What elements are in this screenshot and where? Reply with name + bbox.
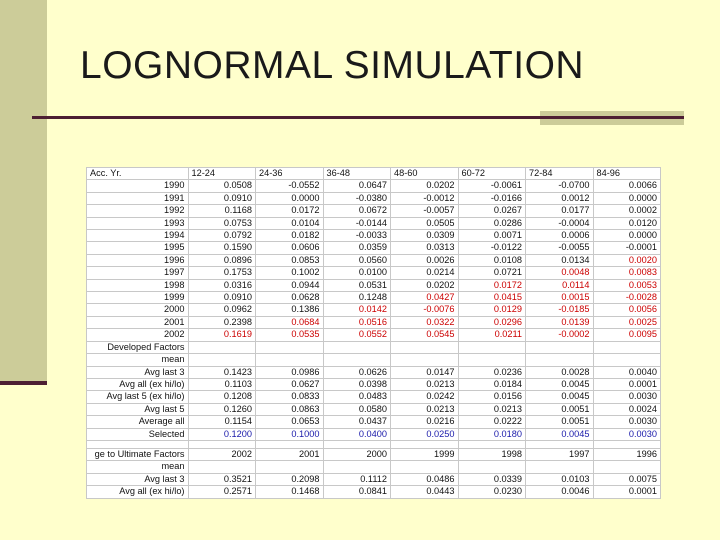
- value-cell: -0.0061: [458, 180, 526, 192]
- value-cell: 0.0066: [593, 180, 661, 192]
- ultimate-year: 1998: [458, 448, 526, 460]
- value-cell: 0.0545: [391, 329, 459, 341]
- header-period: 72-84: [526, 168, 594, 180]
- value-cell: 0.0552: [323, 329, 391, 341]
- value-cell: 0.0202: [391, 279, 459, 291]
- stat-value: 0.0045: [526, 378, 594, 390]
- empty-cell: [458, 341, 526, 353]
- value-cell: -0.0004: [526, 217, 594, 229]
- ultimate-year: 2001: [256, 448, 324, 460]
- stat-row: [87, 378, 661, 390]
- value-cell: 0.0015: [526, 292, 594, 304]
- stat-value: 0.0863: [256, 403, 324, 415]
- empty-cell: [323, 341, 391, 353]
- stat-label: Avg last 5: [87, 403, 188, 415]
- value-cell: 0.0211: [458, 329, 526, 341]
- stat-value: 0.1468: [256, 486, 324, 498]
- value-cell: 0.0012: [526, 192, 594, 204]
- table-row: [87, 267, 661, 279]
- value-cell: 0.0516: [323, 316, 391, 328]
- table-row: [87, 292, 661, 304]
- value-cell: 0.0182: [256, 230, 324, 242]
- ultimate-stat-row: [87, 473, 661, 485]
- mean-label: mean: [87, 461, 188, 473]
- value-cell: 0.0792: [188, 230, 256, 242]
- empty-cell: [323, 354, 391, 366]
- value-cell: 0.1386: [256, 304, 324, 316]
- stat-value: 0.0986: [256, 366, 324, 378]
- row-label: 1997: [87, 267, 188, 279]
- value-cell: -0.0028: [593, 292, 661, 304]
- value-cell: 0.0684: [256, 316, 324, 328]
- stat-value: 0.0230: [458, 486, 526, 498]
- stat-row: [87, 366, 661, 378]
- value-cell: 0.0108: [458, 254, 526, 266]
- value-cell: 0.0056: [593, 304, 661, 316]
- stat-value: 0.0483: [323, 391, 391, 403]
- stat-value: 0.0580: [323, 403, 391, 415]
- table-row: [87, 192, 661, 204]
- value-cell: 0.0606: [256, 242, 324, 254]
- empty-cell: [391, 461, 459, 473]
- loss-development-table: [87, 168, 661, 499]
- row-label: 2002: [87, 329, 188, 341]
- value-cell: 0.0853: [256, 254, 324, 266]
- stat-value: 0.3521: [188, 473, 256, 485]
- value-cell: -0.0057: [391, 205, 459, 217]
- ultimate-year: 2002: [188, 448, 256, 460]
- table-row: [87, 316, 661, 328]
- stat-value: 0.0040: [593, 366, 661, 378]
- empty-cell: [593, 341, 661, 353]
- left-accent-bar: [0, 0, 47, 383]
- stat-value: 0.1000: [256, 428, 324, 440]
- value-cell: 0.0753: [188, 217, 256, 229]
- ultimate-stat-row: [87, 486, 661, 498]
- stat-value: 0.0627: [256, 378, 324, 390]
- empty-cell: [458, 461, 526, 473]
- table-row: [87, 254, 661, 266]
- ultimate-year: 1996: [593, 448, 661, 460]
- value-cell: 0.0048: [526, 267, 594, 279]
- stat-value: 0.0051: [526, 416, 594, 428]
- stat-value: 0.0213: [391, 403, 459, 415]
- stat-value: 0.0486: [391, 473, 459, 485]
- value-cell: -0.0055: [526, 242, 594, 254]
- row-label: 2000: [87, 304, 188, 316]
- value-cell: 0.1753: [188, 267, 256, 279]
- stat-value: 0.0653: [256, 416, 324, 428]
- empty-cell: [391, 341, 459, 353]
- value-cell: 0.1168: [188, 205, 256, 217]
- value-cell: 0.0025: [593, 316, 661, 328]
- value-cell: 0.0296: [458, 316, 526, 328]
- header-period: 48-60: [391, 168, 459, 180]
- empty-cell: [188, 341, 256, 353]
- table-row: [87, 217, 661, 229]
- value-cell: -0.0144: [323, 217, 391, 229]
- table-row: [87, 329, 661, 341]
- stat-value: 0.0250: [391, 428, 459, 440]
- table-row: [87, 279, 661, 291]
- empty-cell: [526, 354, 594, 366]
- value-cell: 0.0508: [188, 180, 256, 192]
- ultimate-year: 1997: [526, 448, 594, 460]
- empty-cell: [188, 461, 256, 473]
- stat-value: 0.0028: [526, 366, 594, 378]
- value-cell: 0.0359: [323, 242, 391, 254]
- empty-cell: [256, 354, 324, 366]
- value-cell: 0.0531: [323, 279, 391, 291]
- value-cell: -0.0122: [458, 242, 526, 254]
- value-cell: 0.0322: [391, 316, 459, 328]
- value-cell: 0.0427: [391, 292, 459, 304]
- ultimate-label: ge to Ultimate Factors: [87, 448, 188, 460]
- value-cell: 0.0142: [323, 304, 391, 316]
- empty-cell: [593, 461, 661, 473]
- stat-value: 0.0400: [323, 428, 391, 440]
- empty-cell: [323, 461, 391, 473]
- value-cell: 0.0214: [391, 267, 459, 279]
- value-cell: 0.1590: [188, 242, 256, 254]
- value-cell: -0.0552: [256, 180, 324, 192]
- value-cell: -0.0380: [323, 192, 391, 204]
- stat-value: 0.0030: [593, 428, 661, 440]
- table-row: [87, 304, 661, 316]
- header-period: 36-48: [323, 168, 391, 180]
- stat-row: [87, 428, 661, 440]
- value-cell: -0.0166: [458, 192, 526, 204]
- empty-cell: [256, 341, 324, 353]
- stat-value: 0.0437: [323, 416, 391, 428]
- stat-value: 0.0001: [593, 486, 661, 498]
- empty-cell: [323, 440, 391, 448]
- title-rule: [32, 116, 684, 119]
- stat-value: 0.0147: [391, 366, 459, 378]
- value-cell: 0.0006: [526, 230, 594, 242]
- empty-cell: [188, 354, 256, 366]
- value-cell: -0.0076: [391, 304, 459, 316]
- value-cell: 0.0628: [256, 292, 324, 304]
- value-cell: 0.0104: [256, 217, 324, 229]
- value-cell: 0.0095: [593, 329, 661, 341]
- stat-label: Avg last 5 (ex hi/lo): [87, 391, 188, 403]
- stat-value: 0.2571: [188, 486, 256, 498]
- value-cell: 0.0026: [391, 254, 459, 266]
- stat-value: 0.0833: [256, 391, 324, 403]
- header-acc-yr: Acc. Yr.: [87, 168, 188, 180]
- stat-value: 0.1260: [188, 403, 256, 415]
- section-row: [87, 341, 661, 353]
- value-cell: -0.0033: [323, 230, 391, 242]
- slide-title: LOGNORMAL SIMULATION: [80, 44, 585, 87]
- empty-cell: [526, 440, 594, 448]
- value-cell: 0.0053: [593, 279, 661, 291]
- value-cell: 0.0000: [593, 192, 661, 204]
- stat-value: 0.0242: [391, 391, 459, 403]
- stat-value: 0.0030: [593, 416, 661, 428]
- ultimate-year: 2000: [323, 448, 391, 460]
- row-label: 1991: [87, 192, 188, 204]
- empty-cell: [391, 354, 459, 366]
- stat-value: 0.2098: [256, 473, 324, 485]
- value-cell: -0.0700: [526, 180, 594, 192]
- empty-cell: [391, 440, 459, 448]
- value-cell: 0.2398: [188, 316, 256, 328]
- stat-value: 0.0236: [458, 366, 526, 378]
- stat-label: Avg last 3: [87, 473, 188, 485]
- header-period: 60-72: [458, 168, 526, 180]
- stat-row: [87, 391, 661, 403]
- value-cell: 0.1619: [188, 329, 256, 341]
- value-cell: 0.1002: [256, 267, 324, 279]
- table-row: [87, 180, 661, 192]
- value-cell: 0.0672: [323, 205, 391, 217]
- value-cell: 0.0944: [256, 279, 324, 291]
- stat-value: 0.0213: [391, 378, 459, 390]
- row-label: 1999: [87, 292, 188, 304]
- value-cell: 0.0267: [458, 205, 526, 217]
- row-label: 1990: [87, 180, 188, 192]
- stat-value: 0.0216: [391, 416, 459, 428]
- value-cell: 0.0083: [593, 267, 661, 279]
- stat-value: 0.0046: [526, 486, 594, 498]
- stat-label: Avg all (ex hi/lo): [87, 486, 188, 498]
- table-row: [87, 242, 661, 254]
- value-cell: 0.0415: [458, 292, 526, 304]
- left-accent-tick: [0, 381, 47, 385]
- stat-value: 0.0030: [593, 391, 661, 403]
- value-cell: 0.0129: [458, 304, 526, 316]
- header-period: 12-24: [188, 168, 256, 180]
- value-cell: 0.1248: [323, 292, 391, 304]
- stat-row: [87, 403, 661, 415]
- stat-value: 0.0398: [323, 378, 391, 390]
- value-cell: 0.0910: [188, 192, 256, 204]
- section-row: [87, 461, 661, 473]
- row-label: 1993: [87, 217, 188, 229]
- empty-cell: [593, 354, 661, 366]
- value-cell: 0.0172: [256, 205, 324, 217]
- value-cell: 0.0202: [391, 180, 459, 192]
- empty-cell: [256, 440, 324, 448]
- value-cell: 0.0172: [458, 279, 526, 291]
- stat-label: Average all: [87, 416, 188, 428]
- stat-value: 0.0156: [458, 391, 526, 403]
- stat-value: 0.0841: [323, 486, 391, 498]
- header-period: 84-96: [593, 168, 661, 180]
- mean-label: mean: [87, 354, 188, 366]
- value-cell: 0.0313: [391, 242, 459, 254]
- stat-value: 0.1103: [188, 378, 256, 390]
- empty-cell: [188, 440, 256, 448]
- stat-value: 0.0180: [458, 428, 526, 440]
- stat-value: 0.0213: [458, 403, 526, 415]
- stat-value: 0.0045: [526, 391, 594, 403]
- table-row: [87, 205, 661, 217]
- value-cell: 0.0647: [323, 180, 391, 192]
- row-label: 2001: [87, 316, 188, 328]
- empty-cell: [526, 461, 594, 473]
- value-cell: 0.0000: [256, 192, 324, 204]
- value-cell: 0.0910: [188, 292, 256, 304]
- stat-value: 0.0024: [593, 403, 661, 415]
- stat-row: [87, 416, 661, 428]
- stat-value: 0.0001: [593, 378, 661, 390]
- stat-value: 0.0626: [323, 366, 391, 378]
- value-cell: 0.0114: [526, 279, 594, 291]
- stat-label: Selected: [87, 428, 188, 440]
- empty-cell: [593, 440, 661, 448]
- value-cell: 0.0002: [593, 205, 661, 217]
- stat-value: 0.0184: [458, 378, 526, 390]
- section-row: [87, 354, 661, 366]
- value-cell: 0.0309: [391, 230, 459, 242]
- value-cell: -0.0002: [526, 329, 594, 341]
- stat-value: 0.0103: [526, 473, 594, 485]
- value-cell: 0.0139: [526, 316, 594, 328]
- value-cell: 0.0020: [593, 254, 661, 266]
- value-cell: 0.0505: [391, 217, 459, 229]
- empty-cell: [458, 440, 526, 448]
- row-label: 1992: [87, 205, 188, 217]
- value-cell: 0.0134: [526, 254, 594, 266]
- table-header-row: [87, 168, 661, 180]
- stat-value: 0.0222: [458, 416, 526, 428]
- stat-value: 0.0075: [593, 473, 661, 485]
- value-cell: 0.0962: [188, 304, 256, 316]
- value-cell: 0.0721: [458, 267, 526, 279]
- value-cell: 0.0000: [593, 230, 661, 242]
- stat-value: 0.1112: [323, 473, 391, 485]
- row-label: 1996: [87, 254, 188, 266]
- ultimate-header-row: [87, 448, 661, 460]
- stat-label: Avg all (ex hi/lo): [87, 378, 188, 390]
- stat-label: Avg last 3: [87, 366, 188, 378]
- value-cell: 0.0560: [323, 254, 391, 266]
- section-label: Developed Factors: [87, 341, 188, 353]
- stat-value: 0.1200: [188, 428, 256, 440]
- value-cell: 0.0100: [323, 267, 391, 279]
- stat-value: 0.0339: [458, 473, 526, 485]
- table-row: [87, 230, 661, 242]
- stat-value: 0.1154: [188, 416, 256, 428]
- row-label: 1994: [87, 230, 188, 242]
- gap-row: [87, 440, 661, 448]
- stat-value: 0.1423: [188, 366, 256, 378]
- value-cell: 0.0316: [188, 279, 256, 291]
- stat-value: 0.0051: [526, 403, 594, 415]
- ultimate-year: 1999: [391, 448, 459, 460]
- value-cell: 0.0177: [526, 205, 594, 217]
- value-cell: 0.0120: [593, 217, 661, 229]
- value-cell: 0.0896: [188, 254, 256, 266]
- spreadsheet: [86, 167, 661, 499]
- value-cell: -0.0012: [391, 192, 459, 204]
- value-cell: 0.0286: [458, 217, 526, 229]
- empty-cell: [256, 461, 324, 473]
- row-label: 1998: [87, 279, 188, 291]
- value-cell: -0.0001: [593, 242, 661, 254]
- stat-value: 0.1208: [188, 391, 256, 403]
- value-cell: 0.0535: [256, 329, 324, 341]
- stat-value: 0.0045: [526, 428, 594, 440]
- value-cell: -0.0185: [526, 304, 594, 316]
- empty-cell: [458, 354, 526, 366]
- empty-cell: [87, 440, 188, 448]
- value-cell: 0.0071: [458, 230, 526, 242]
- empty-cell: [526, 341, 594, 353]
- stat-value: 0.0443: [391, 486, 459, 498]
- row-label: 1995: [87, 242, 188, 254]
- header-period: 24-36: [256, 168, 324, 180]
